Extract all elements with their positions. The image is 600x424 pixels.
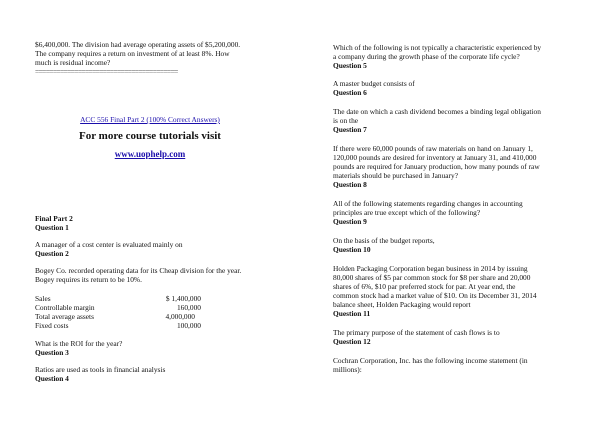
- question-label: Question 10: [333, 245, 371, 254]
- row-label: Total average assets: [35, 312, 94, 321]
- question-text: All of the following statements regarding changes in accounting: [333, 199, 523, 208]
- row-label: Fixed costs: [35, 321, 69, 330]
- promo-block: [35, 115, 265, 159]
- question-text: Holden Packaging Corporation began business in 2014 by issuing: [333, 264, 528, 273]
- question-label: Question 11: [333, 309, 371, 318]
- table-row: [35, 321, 203, 330]
- row-value: $ 1,400,000: [165, 294, 201, 303]
- question-label: Question 2: [35, 249, 69, 258]
- question-text: A manager of a cost center is evaluated mainly on: [35, 240, 183, 249]
- question-label: Question 4: [35, 374, 69, 383]
- question-text: Ratios are used as tools in financial analysis: [35, 365, 166, 374]
- question-label: Question 6: [333, 88, 367, 97]
- question-text: is on the: [333, 116, 359, 125]
- question-label: Question 3: [35, 348, 69, 357]
- question-text: shares of 6%, $10 par preferred stock for par. At year end, the: [333, 282, 516, 291]
- right-column: [333, 0, 593, 374]
- q4-block: [333, 43, 593, 70]
- table-row: [35, 294, 203, 303]
- promo-heading: For more course tutorials visit: [79, 130, 221, 142]
- question-text: Bogey requires its return to be 10%.: [35, 275, 142, 284]
- intro-text: [35, 40, 295, 67]
- row-label: Sales: [35, 294, 51, 303]
- question-text: What is the ROI for the year?: [35, 339, 123, 348]
- question-text: balance sheet, Holden Packaging would report: [333, 300, 471, 309]
- question-label: Question 5: [333, 61, 367, 70]
- intro-line: $6,400,000. The division had average operating assets of $5,200,000.: [35, 40, 241, 49]
- left-column: [35, 0, 295, 383]
- question-text: On the basis of the budget reports,: [333, 236, 435, 245]
- separator-line: ========================================: [35, 67, 178, 76]
- question-label: Question 9: [333, 217, 367, 226]
- financial-table: [35, 294, 203, 330]
- question-text: pounds are required for January production, how many pounds of raw: [333, 162, 540, 171]
- question-text: If there were 60,000 pounds of raw materials on hand on January 1,: [333, 144, 533, 153]
- question-text: The date on which a cash dividend becomes a binding legal obligation: [333, 107, 541, 116]
- row-label: Controllable margin: [35, 303, 95, 312]
- question-text: materials should be purchased in January?: [333, 171, 458, 180]
- row-value: 100,000: [176, 321, 201, 330]
- question-text: Cochran Corporation, Inc. has the following income statement (in: [333, 356, 528, 365]
- question-text: common stock had a market value of $10. On its December 31, 2014: [333, 291, 537, 300]
- section-title: Final Part 2: [35, 214, 73, 223]
- question-text: A master budget consists of: [333, 79, 415, 88]
- final-part-section: [35, 214, 295, 383]
- question-text: The primary purpose of the statement of cash flows is to: [333, 328, 500, 337]
- question-label: Question 8: [333, 180, 367, 189]
- row-value: 4,000,000: [165, 312, 195, 321]
- promo-url[interactable]: www.uophelp.com: [114, 149, 186, 159]
- question-text: Bogey Co. recorded operating data for its Cheap division for the year.: [35, 266, 242, 275]
- question-text: millions):: [333, 365, 362, 374]
- question-text: Which of the following is not typically a characteristic experienced by: [333, 43, 542, 52]
- question-text: 120,000 pounds are desired for inventory at January 31, and 410,000: [333, 153, 537, 162]
- table-row: [35, 303, 203, 312]
- question-label: Question 1: [35, 223, 69, 232]
- intro-line: much is residual income?: [35, 58, 111, 67]
- question-text: 80,000 shares of $5 par common stock for $8 per share and 20,000: [333, 273, 531, 282]
- table-row: [35, 312, 203, 321]
- row-value: 160,000: [176, 303, 201, 312]
- promo-link[interactable]: ACC 556 Final Part 2 (100% Correct Answers): [80, 115, 220, 124]
- question-label: Question 12: [333, 337, 371, 346]
- question-text: a company during the growth phase of the corporate life cycle?: [333, 52, 520, 61]
- question-label: Question 7: [333, 125, 367, 134]
- intro-line: The company requires a return on investment of at least 8%. How: [35, 49, 230, 58]
- question-text: principles are true except which of the following?: [333, 208, 481, 217]
